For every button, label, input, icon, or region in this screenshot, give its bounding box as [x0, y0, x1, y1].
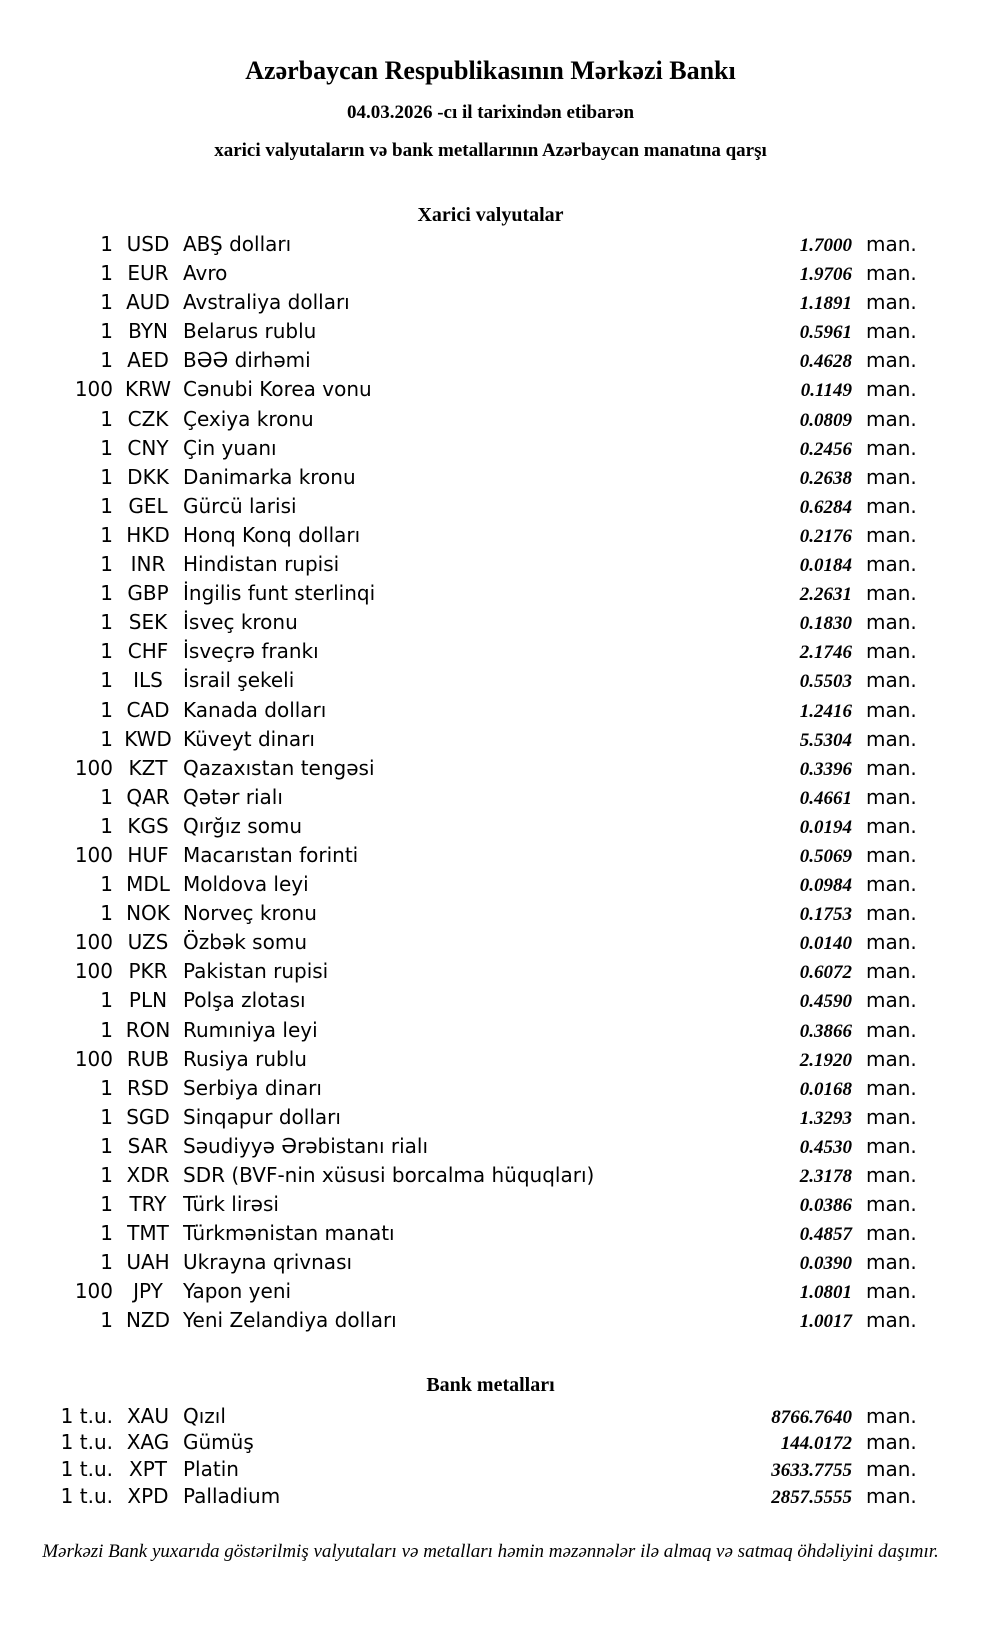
unit-cell: man. — [866, 755, 917, 780]
rate-value-cell: 0.1753 — [799, 904, 852, 926]
quantity-cell: 1 — [100, 493, 113, 518]
quantity-cell: 1 t.u. — [60, 1403, 113, 1428]
currency-name-cell: Rusiya rublu — [183, 1046, 307, 1071]
rate-value-cell: 0.6072 — [799, 962, 852, 984]
table-row — [0, 550, 916, 579]
currency-code-cell: JPY — [133, 1279, 163, 1304]
quantity-cell: 1 — [100, 232, 113, 256]
currency-code-cell: DKK — [127, 464, 169, 489]
currency-name-cell: Özbək somu — [183, 930, 307, 955]
table-row — [0, 957, 916, 986]
currency-code-cell: RUB — [126, 1046, 170, 1071]
rate-value-cell: 0.0809 — [799, 409, 852, 431]
currency-name-cell: Türk lirəsi — [183, 1192, 279, 1217]
currency-code-cell: XAG — [126, 1430, 170, 1455]
unit-cell: man. — [866, 1104, 917, 1129]
table-row — [0, 637, 916, 666]
currency-name-cell: Pakistan rupisi — [183, 959, 329, 984]
currency-name-cell: Gümüş — [183, 1430, 254, 1455]
quantity-cell: 1 — [100, 610, 113, 635]
unit-cell: man. — [866, 842, 917, 867]
quantity-cell: 1 — [100, 988, 113, 1013]
unit-cell: man. — [866, 1133, 917, 1158]
quantity-cell: 1 — [100, 726, 113, 751]
rate-value-cell: 1.0801 — [799, 1282, 852, 1304]
currency-name-cell: BƏƏ dirhəmi — [183, 348, 311, 373]
metals-table — [0, 1403, 981, 1511]
quantity-cell: 1 — [100, 581, 113, 606]
currency-code-cell: SEK — [128, 610, 168, 635]
currency-code-cell: NZD — [125, 1308, 171, 1333]
rate-value-cell: 0.4530 — [799, 1136, 852, 1158]
table-row — [0, 434, 916, 463]
currency-name-cell: Honq Konq dolları — [183, 522, 361, 547]
quantity-cell: 1 — [100, 522, 113, 547]
quantity-cell: 1 — [100, 639, 113, 664]
quantity-cell: 1 — [100, 319, 113, 344]
currency-code-cell: XAU — [126, 1403, 170, 1428]
rate-value-cell: 0.1830 — [799, 613, 852, 635]
table-row — [0, 1016, 916, 1045]
currency-name-cell: Polşa zlotası — [183, 988, 306, 1013]
rate-value-cell: 0.2638 — [799, 467, 852, 489]
currency-name-cell: Yeni Zelandiya dolları — [183, 1308, 397, 1333]
quantity-cell: 1 — [100, 872, 113, 897]
quantity-cell: 1 t.u. — [60, 1484, 113, 1509]
rate-value-cell: 0.4590 — [799, 991, 852, 1013]
quantity-cell: 1 — [100, 697, 113, 722]
table-row — [0, 1483, 916, 1510]
currency-code-cell: MDL — [126, 872, 170, 897]
quantity-cell: 1 — [100, 1075, 113, 1100]
currency-code-cell: ILS — [133, 668, 163, 693]
currency-code-cell: EUR — [127, 261, 169, 286]
currency-code-cell: BYN — [128, 319, 168, 344]
rate-value-cell: 0.0140 — [799, 933, 852, 955]
rate-value-cell: 0.2456 — [799, 438, 852, 460]
page-title: Azərbaycan Respublikasının Mərkəzi Bankı — [245, 56, 736, 85]
unit-cell: man. — [866, 1484, 917, 1509]
table-row — [0, 1306, 916, 1335]
rate-value-cell: 0.4628 — [799, 351, 852, 373]
currency-name-cell: Avstraliya dolları — [183, 290, 350, 315]
footer-note: Mərkəzi Bank yuxarıda göstərilmiş valyutaları və metalları həmin məzənnələr ilə almaq və satmaq öhdəliyini daşımır. — [42, 1541, 939, 1563]
unit-cell: man. — [866, 930, 917, 955]
rate-value-cell: 0.5503 — [799, 671, 852, 693]
currency-name-cell: Kanada dolları — [183, 697, 327, 722]
rate-value-cell: 144.0172 — [780, 1433, 852, 1455]
unit-cell: man. — [866, 959, 917, 984]
currency-code-cell: NOK — [126, 901, 170, 926]
rate-value-cell: 0.0168 — [799, 1078, 852, 1100]
currency-code-cell: RSD — [127, 1075, 169, 1100]
table-row — [0, 1161, 916, 1190]
quantity-cell: 100 — [74, 959, 113, 984]
rate-value-cell: 0.0194 — [799, 816, 852, 838]
rate-value-cell: 8766.7640 — [771, 1406, 852, 1428]
currency-name-cell: Yapon yeni — [183, 1279, 292, 1304]
currency-name-cell: Macarıstan forinti — [183, 842, 359, 867]
quantity-cell: 1 — [100, 1308, 113, 1333]
rate-value-cell: 0.2176 — [799, 525, 852, 547]
table-row — [0, 899, 916, 928]
currency-name-cell: Cənubi Korea vonu — [183, 377, 372, 402]
unit-cell: man. — [866, 319, 917, 344]
unit-cell: man. — [866, 1457, 917, 1482]
unit-cell: man. — [866, 1221, 917, 1246]
table-row — [0, 1103, 916, 1132]
currency-code-cell: HKD — [126, 522, 170, 547]
quantity-cell: 1 — [100, 901, 113, 926]
table-row — [0, 1132, 916, 1161]
rate-value-cell: 2.3178 — [799, 1166, 852, 1187]
section-heading-metals: Bank metalları — [426, 1373, 555, 1396]
table-row — [0, 492, 916, 521]
currency-code-cell: UAH — [126, 1250, 170, 1275]
currency-name-cell: Moldova leyi — [183, 872, 309, 897]
table-row — [0, 783, 916, 812]
unit-cell: man. — [866, 668, 917, 693]
currency-code-cell: XDR — [126, 1163, 170, 1187]
effective-date-line: 04.03.2026 -cı il tarixindən etibarən — [346, 102, 635, 123]
currency-code-cell: PKR — [128, 959, 168, 984]
currency-name-cell: Qızıl — [183, 1403, 226, 1428]
currency-code-cell: KWD — [124, 726, 172, 751]
unit-cell: man. — [866, 784, 917, 809]
quantity-cell: 1 — [100, 1163, 113, 1187]
unit-cell: man. — [866, 1163, 917, 1187]
quantity-cell: 100 — [74, 1046, 113, 1071]
table-row — [0, 579, 916, 608]
quantity-cell: 1 — [100, 290, 113, 315]
rate-value-cell: 0.0184 — [799, 555, 852, 577]
unit-cell: man. — [866, 406, 917, 431]
quantity-cell: 100 — [74, 842, 113, 867]
currency-name-cell: Qazaxıstan tengəsi — [183, 755, 375, 780]
quantity-cell: 1 — [100, 464, 113, 489]
currency-name-cell: Türkmənistan manatı — [183, 1221, 395, 1246]
unit-cell: man. — [866, 1403, 917, 1428]
table-row — [0, 375, 916, 404]
rate-value-cell: 3633.7755 — [771, 1460, 852, 1482]
table-row — [0, 986, 916, 1015]
quantity-cell: 100 — [74, 1279, 113, 1304]
table-row — [0, 1403, 916, 1430]
currency-name-cell: Danimarka kronu — [183, 464, 356, 489]
currency-code-cell: CHF — [127, 639, 169, 664]
rate-value-cell: 0.0984 — [799, 875, 852, 897]
rate-value-cell: 2857.5555 — [771, 1487, 852, 1509]
currency-code-cell: XPT — [129, 1457, 167, 1482]
table-row — [0, 346, 916, 375]
currency-name-cell: Küveyt dinarı — [183, 726, 315, 751]
table-row — [0, 521, 916, 550]
unit-cell: man. — [866, 581, 917, 606]
rate-value-cell: 2.1746 — [799, 642, 852, 664]
currency-code-cell: USD — [126, 232, 170, 256]
table-row — [0, 666, 916, 695]
currency-code-cell: AED — [127, 348, 169, 373]
table-row — [0, 608, 916, 637]
table-row — [0, 288, 916, 317]
rate-value-cell: 1.7000 — [799, 235, 852, 256]
quantity-cell: 1 — [100, 813, 113, 838]
currency-name-cell: Gürcü larisi — [183, 493, 297, 518]
rate-value-cell: 5.5304 — [799, 729, 852, 751]
currency-name-cell: İsveç kronu — [183, 610, 298, 635]
table-row — [0, 1074, 916, 1103]
table-row — [0, 1277, 916, 1306]
rate-value-cell: 1.1891 — [799, 293, 852, 315]
quantity-cell: 1 — [100, 784, 113, 809]
rate-value-cell: 1.0017 — [799, 1311, 852, 1333]
rate-value-cell: 0.0386 — [799, 1195, 852, 1217]
unit-cell: man. — [866, 493, 917, 518]
table-row — [0, 1456, 916, 1483]
currency-name-cell: Çexiya kronu — [183, 406, 314, 431]
currency-code-cell: GEL — [128, 493, 168, 518]
currency-name-cell: Platin — [183, 1457, 239, 1482]
section-heading-currencies: Xarici valyutalar — [417, 204, 564, 226]
currency-name-cell: Norveç kronu — [183, 901, 317, 926]
rate-value-cell: 2.2631 — [799, 584, 852, 606]
currency-name-cell: Rumıniya leyi — [183, 1017, 318, 1042]
rate-value-cell: 0.4857 — [799, 1224, 852, 1246]
unit-cell: man. — [866, 552, 917, 577]
table-row — [0, 405, 916, 434]
table-row — [0, 1429, 916, 1456]
currency-code-cell: KGS — [127, 813, 169, 838]
currency-name-cell: Hindistan rupisi — [183, 552, 340, 577]
unit-cell: man. — [866, 522, 917, 547]
unit-cell: man. — [866, 872, 917, 897]
quantity-cell: 1 — [100, 1250, 113, 1275]
quantity-cell: 1 — [100, 1221, 113, 1246]
currency-name-cell: Palladium — [183, 1484, 281, 1509]
unit-cell: man. — [866, 1308, 917, 1333]
quantity-cell: 100 — [74, 755, 113, 780]
quantity-cell: 1 — [100, 1192, 113, 1217]
exchange-rate-bulletin — [0, 54, 981, 1564]
quantity-cell: 1 — [100, 1133, 113, 1158]
currency-name-cell: Avro — [183, 261, 228, 286]
unit-cell: man. — [866, 464, 917, 489]
rate-value-cell: 2.1920 — [799, 1049, 852, 1071]
currency-code-cell: GBP — [127, 581, 169, 606]
unit-cell: man. — [866, 726, 917, 751]
currency-code-cell: SAR — [127, 1133, 169, 1158]
currency-name-cell: Serbiya dinarı — [183, 1075, 322, 1100]
rate-value-cell: 0.3396 — [799, 758, 852, 780]
table-row — [0, 230, 916, 259]
currency-code-cell: CNY — [127, 435, 169, 460]
table-row — [0, 841, 916, 870]
page-subtitle: xarici valyutaların və bank metallarının Azərbaycan manatına qarşı — [214, 140, 767, 161]
currency-name-cell: Sinqapur dolları — [183, 1104, 341, 1129]
rate-value-cell: 0.6284 — [799, 496, 852, 518]
unit-cell: man. — [866, 697, 917, 722]
unit-cell: man. — [866, 813, 917, 838]
table-row — [0, 696, 916, 725]
rate-value-cell: 1.2416 — [799, 700, 852, 722]
unit-cell: man. — [866, 610, 917, 635]
currency-name-cell: Qətər rialı — [183, 784, 283, 809]
currency-code-cell: RON — [125, 1017, 171, 1042]
currency-name-cell: İngilis funt sterlinqi — [183, 581, 376, 606]
currency-name-cell: İsveçrə frankı — [183, 639, 319, 664]
rate-value-cell: 0.3866 — [799, 1020, 852, 1042]
table-row — [0, 317, 916, 346]
currency-name-cell: Qırğız somu — [183, 813, 303, 838]
currency-code-cell: KZT — [128, 755, 168, 780]
currency-name-cell: Belarus rublu — [183, 319, 317, 344]
quantity-cell: 1 — [100, 668, 113, 693]
unit-cell: man. — [866, 1279, 917, 1304]
quantity-cell: 1 — [100, 406, 113, 431]
table-row — [0, 812, 916, 841]
unit-cell: man. — [866, 1430, 917, 1455]
rate-value-cell: 0.0390 — [799, 1253, 852, 1275]
currency-name-cell: Çin yuanı — [183, 435, 277, 460]
quantity-cell: 100 — [74, 930, 113, 955]
quantity-cell: 100 — [74, 377, 113, 402]
currency-code-cell: HUF — [127, 842, 169, 867]
table-row — [0, 1248, 916, 1277]
unit-cell: man. — [866, 1192, 917, 1217]
rate-value-cell: 1.3293 — [799, 1107, 852, 1129]
quantity-cell: 1 — [100, 1104, 113, 1129]
table-row — [0, 870, 916, 899]
unit-cell: man. — [866, 435, 917, 460]
unit-cell: man. — [866, 261, 917, 286]
quantity-cell: 1 — [100, 261, 113, 286]
currency-name-cell: ABŞ dolları — [183, 232, 292, 256]
unit-cell: man. — [866, 377, 917, 402]
currency-code-cell: TRY — [129, 1192, 167, 1217]
rate-value-cell: 0.1149 — [800, 380, 852, 402]
table-row — [0, 1045, 916, 1074]
currency-name-cell: İsrail şekeli — [183, 668, 295, 693]
currency-name-cell: Səudiyyə Ərəbistanı rialı — [183, 1133, 429, 1158]
currency-code-cell: SGD — [126, 1104, 170, 1129]
unit-cell: man. — [866, 1250, 917, 1275]
rate-value-cell: 0.5069 — [799, 845, 852, 867]
currency-table — [0, 230, 981, 1336]
currency-name-cell: SDR (BVF-nin xüsusi borcalma hüquqları) — [183, 1163, 595, 1187]
quantity-cell: 1 t.u. — [60, 1457, 113, 1482]
table-row — [0, 754, 916, 783]
quantity-cell: 1 — [100, 348, 113, 373]
rate-value-cell: 0.5961 — [799, 322, 852, 344]
quantity-cell: 1 t.u. — [60, 1430, 113, 1455]
currency-code-cell: INR — [130, 552, 166, 577]
unit-cell: man. — [866, 988, 917, 1013]
table-row — [0, 928, 916, 957]
rate-value-cell: 0.4661 — [799, 787, 852, 809]
table-row — [0, 1219, 916, 1248]
unit-cell: man. — [866, 1017, 917, 1042]
quantity-cell: 1 — [100, 435, 113, 460]
currency-name-cell: Ukrayna qrivnası — [183, 1250, 353, 1275]
unit-cell: man. — [866, 901, 917, 926]
table-row — [0, 725, 916, 754]
unit-cell: man. — [866, 1046, 917, 1071]
currency-code-cell: PLN — [128, 988, 168, 1013]
unit-cell: man. — [866, 639, 917, 664]
table-row — [0, 259, 916, 288]
rate-value-cell: 1.9706 — [799, 264, 852, 286]
currency-code-cell: UZS — [127, 930, 169, 955]
quantity-cell: 1 — [100, 552, 113, 577]
currency-code-cell: QAR — [126, 784, 170, 809]
table-row — [0, 1190, 916, 1219]
currency-code-cell: CAD — [126, 697, 170, 722]
currency-code-cell: KRW — [125, 377, 171, 402]
currency-code-cell: TMT — [127, 1221, 169, 1246]
unit-cell: man. — [866, 1075, 917, 1100]
table-row — [0, 463, 916, 492]
unit-cell: man. — [866, 232, 917, 256]
currency-code-cell: CZK — [127, 406, 169, 431]
unit-cell: man. — [866, 348, 917, 373]
currency-code-cell: AUD — [126, 290, 170, 315]
currency-code-cell: XPD — [127, 1484, 169, 1509]
unit-cell: man. — [866, 290, 917, 315]
quantity-cell: 1 — [100, 1017, 113, 1042]
